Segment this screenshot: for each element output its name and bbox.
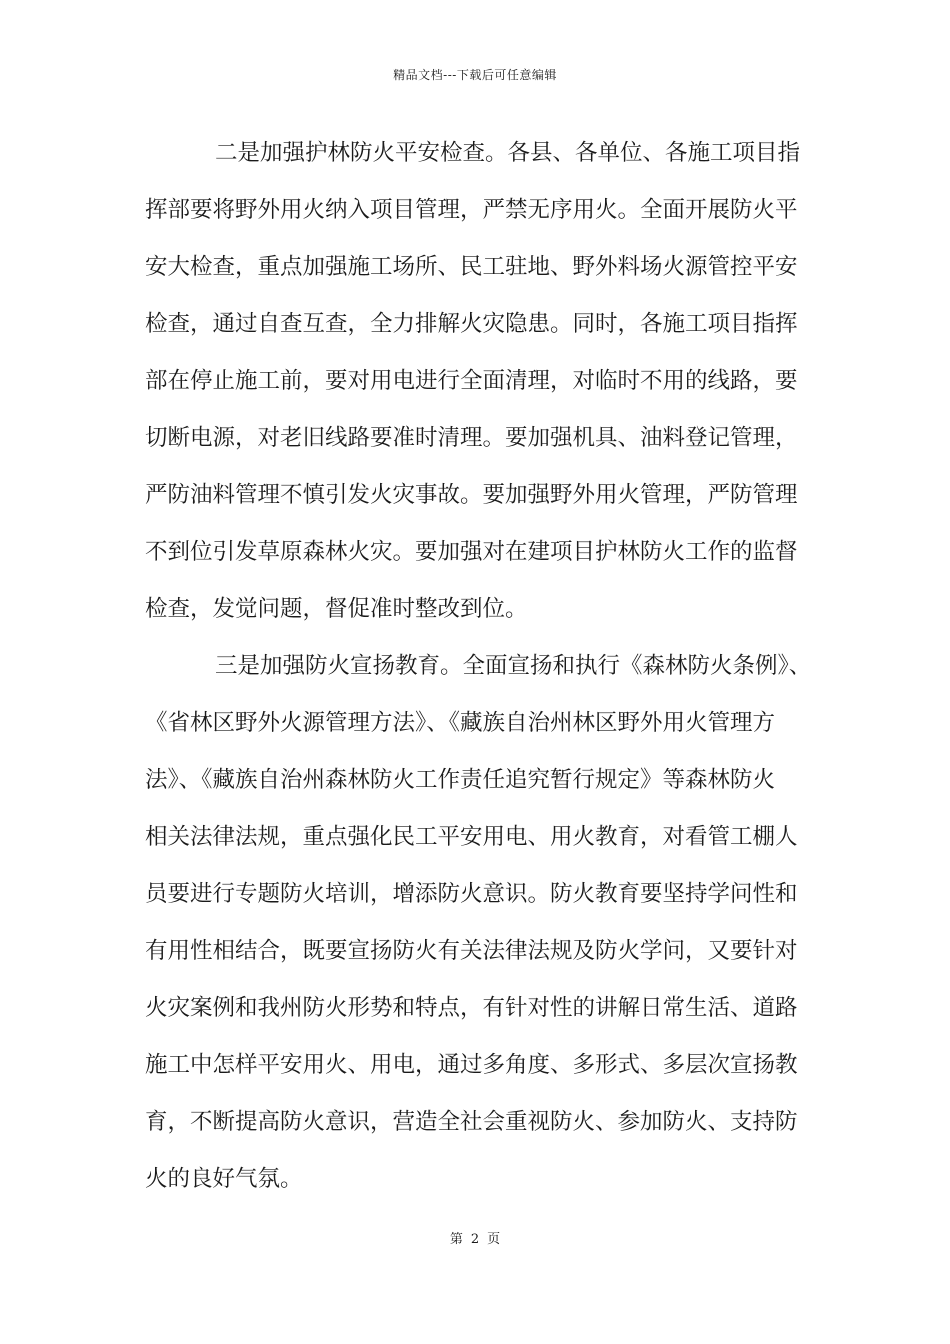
page-number-suffix: 页 [487, 1232, 501, 1247]
paragraph-3-line-2: 《省林区野外火源管理方法》、《藏族自治州林区野外用火管理方 [145, 710, 776, 736]
paragraph-3-line-8: 施工中怎样平安用火、用电，通过多角度、多形式、多层次宣扬教 [145, 1052, 798, 1078]
paragraph-3-line-5: 员要进行专题防火培训，增添防火意识。防火教育要坚持学问性和 [145, 881, 798, 907]
paragraph-2-line-3: 安大检查，重点加强施工场所、民工驻地、野外料场火源管控平安 [145, 254, 798, 280]
paragraph-3-line-9: 育，不断提高防火意识，营造全社会重视防火、参加防火、支持防 [145, 1109, 798, 1135]
paragraph-3-line-6: 有用性相结合，既要宣扬防火有关法律法规及防火学问，又要针对 [145, 938, 798, 964]
paragraph-2-line-9: 检查，发觉问题，督促准时整改到位。 [145, 596, 528, 622]
paragraph-2-line-5: 部在停止施工前，要对用电进行全面清理，对临时不用的线路，要 [145, 368, 798, 394]
paragraph-3-line-1: 三是加强防火宣扬教育。全面宣扬和执行《森林防火条例》、 [215, 653, 812, 679]
paragraph-2-line-1: 二是加强护林防火平安检查。各县、各单位、各施工项目指 [215, 140, 801, 166]
paragraph-2-line-7: 严防油料管理不慎引发火灾事故。要加强野外用火管理，严防管理 [145, 482, 798, 508]
page-number-prefix: 第 [449, 1232, 463, 1247]
paragraph-2-line-6: 切断电源，对老旧线路要准时清理。要加强机具、油料登记管理， [145, 425, 798, 451]
paragraph-3-line-4: 相关法律法规，重点强化民工平安用电、用火教育，对看管工棚人 [145, 824, 798, 850]
paragraph-2-line-4: 检查，通过自查互查，全力排解火灾隐患。同时，各施工项目指挥 [145, 311, 798, 337]
paragraph-3-line-3: 法》、《藏族自治州森林防火工作责任追究暂行规定》等森林防火 [145, 767, 776, 793]
paragraph-2-line-2: 挥部要将野外用火纳入项目管理，严禁无序用火。全面开展防火平 [145, 197, 798, 223]
paragraph-3-line-10: 火的良好气氛。 [145, 1166, 303, 1192]
paragraph-3-line-7: 火灾案例和我州防火形势和特点，有针对性的讲解日常生活、道路 [145, 995, 798, 1021]
paragraph-2-line-8: 不到位引发草原森林火灾。要加强对在建项目护林防火工作的监督 [145, 539, 798, 565]
page-header: 精品文档---下载后可任意编辑 [393, 68, 557, 82]
page-number: 2 [470, 1232, 480, 1247]
page-footer [0, 1228, 950, 1247]
